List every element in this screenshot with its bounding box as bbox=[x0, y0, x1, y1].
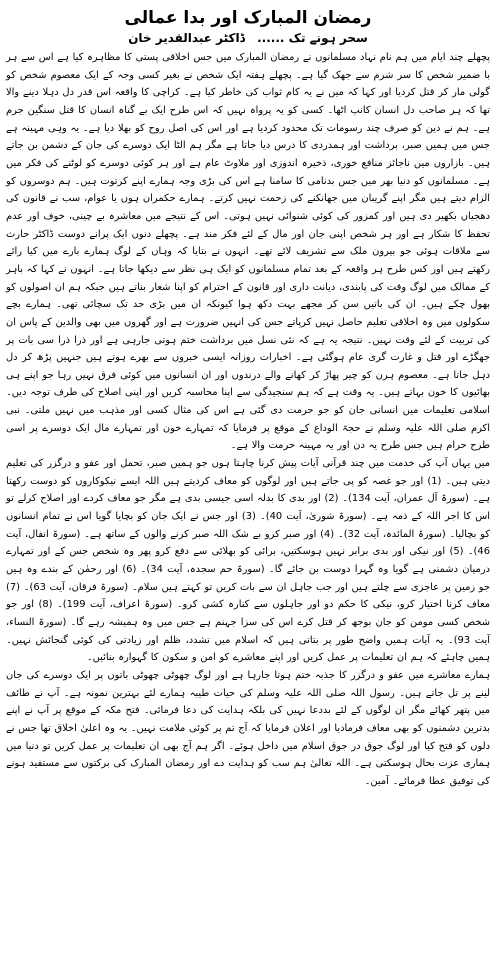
article-paragraph: ہمارے معاشرے میں عفو و درگزر کا جذبہ ختم ہوتا جارہا ہے اور لوگ چھوٹی چھوٹی باتوں پر ایک دوسرے کی جان لینے پر تل جاتے ہیں۔ رسول اللہ صلی اللہ علیہ وسلم کی حیات طیبہ ہمارے لئے بہترین نمونہ ہے۔ آپ نے طائف میں پتھر کھائے مگر ان لوگوں کے لئے بددعا نہیں کی بلکہ ہدایت کی دعا فرمائی۔ فتح مکہ کے موقع پر آپ نے اپنے بدترین دشمنوں کو بھی معاف فرمادیا اور اعلان فرمایا کہ آج تم پر کوئی ملامت نہیں۔ یہ وہ اعلیٰ اخلاق تھا جس نے دلوں کو فتح کیا اور لوگ جوق در جوق اسلام میں داخل ہوئے۔ اگر ہم آج بھی ان تعلیمات پر عمل کریں تو دنیا میں ہماری عزت بحال ہوسکتی ہے۔ اللہ تعالیٰ ہم سب کو ہدایت دے اور رمضان المبارک کی برکتوں سے مستفید ہونے کی توفیق عطا فرمائے۔ آمین۔ bbox=[6, 669, 490, 787]
author-name: ڈاکٹر عبدالقدیر خان bbox=[128, 31, 245, 45]
byline: سحر ہونے تک ...... ڈاکٹر عبدالقدیر خان bbox=[128, 31, 368, 45]
article-paragraph: میں یہاں آپ کی خدمت میں چند قرآنی آیات پیش کرنا چاہتا ہوں جو ہمیں صبر، تحمل اور عفو و درگزر کی تعلیم دیتی ہیں۔ (1) اور جو غصہ کو پی جاتے ہیں اور لوگوں کو معاف کردیتے ہیں اللہ ایسے نیکوکاروں کو دوست رکھتا ہے۔ (سورۃ آل عمران، آیت 134)۔ (2) اور بدی کا بدلہ اسی جیسی بدی ہے مگر جو معاف کردے اور اصلاح کرلے تو اس کا اجر اللہ کے ذمہ ہے۔ (سورۃ شوریٰ، آیت 40)۔ (3) اور جس نے ایک جان کو بچایا گویا اس نے تمام انسانوں کو بچالیا۔ (سورۃ المائدہ، آیت 32)۔ (4) اور صبر کرو بے شک اللہ صبر کرنے والوں کے ساتھ ہے۔ (سورۃ انفال، آیت 46)۔ (5) اور نیکی اور بدی برابر نہیں ہوسکتیں، برائی کو بھلائی سے دفع کرو پھر وہ شخص جس کے اور تمہارے درمیان دشمنی ہے گویا وہ گہرا دوست بن جائے گا۔ (سورۃ حم سجدہ، آیت 34)۔ (6) اور رحمٰن کے بندے وہ ہیں جو زمین پر عاجزی سے چلتے ہیں اور جب جاہل ان سے بات کریں تو کہتے ہیں سلام۔ (سورۃ فرقان، آیت 63)۔ (7) معاف کرنا اختیار کرو، نیکی کا حکم دو اور جاہلوں سے کنارہ کشی کرو۔ (سورۃ اعراف، آیت 199)۔ (8) اور جو شخص کسی مومن کو جان بوجھ کر قتل کرے اس کی سزا جہنم ہے جس میں وہ ہمیشہ رہے گا۔ (سورۃ النساء، آیت 93)۔ یہ آیات ہمیں واضح طور پر بتاتی ہیں کہ اسلام میں تشدد، ظلم اور زیادتی کی کوئی گنجائش نہیں۔ ہمیں چاہئے کہ ہم ان تعلیمات پر عمل کریں اور اپنے معاشرے کو امن و سکون کا گہوارہ بنائیں۔ bbox=[6, 458, 490, 664]
article-paragraph: پچھلے چند ایام میں ہم نام نہاد مسلمانوں نے رمضان المبارک میں جس اخلاقی پستی کا مظاہرہ کیا ہے اس سے ہر با ضمیر شخص کا سر شرم سے جھک گیا ہے۔ پچھلے ہفتہ ایک شخص نے بغیر کسی وجہ کے ایک معصوم شخص کو گولی مار کر قتل کردیا اور کہا کہ میں نے یہ کام ثواب کی خاطر کیا ہے۔ کراچی کا واقعہ اس قدر دل دہلا دینے والا تھا کہ ہر صاحب دل انسان کانپ اٹھا۔ کسی کو یہ پرواہ نہیں کہ اس طرح ایک بے گناہ انسان کا قتل سنگین جرم ہے۔ ہم نے دین کو صرف چند رسومات تک محدود کردیا ہے اور اس کی اصل روح کو بھلا دیا ہے۔ یہ وہی مہینہ ہے جس میں ہمیں صبر، برداشت اور ہمدردی کا درس دیا جاتا ہے مگر ہم الٹا ایک دوسرے کی جان کے دشمن بن جاتے ہیں۔ بازاروں میں ناجائز منافع خوری، ذخیرہ اندوزی اور ملاوٹ عام ہے اور ہر کوئی دوسرے کو لوٹنے کی فکر میں ہے۔ مسلمانوں کو دنیا بھر میں جس بدنامی کا سامنا ہے اس کی بڑی وجہ ہمارے اپنے کرتوت ہیں۔ ہم دوسروں کو الزام دیتے ہیں مگر اپنے گریبان میں جھانکنے کی زحمت نہیں کرتے۔ ہمارے حکمران ہوں یا عوام، سب نے قانون کی دھجیاں بکھیر دی ہیں اور کمزور کی کوئی شنوائی نہیں ہوتی۔ اس کے نتیجے میں معاشرہ بے چینی، خوف اور عدم تحفظ کا شکار ہے اور ہر شخص اپنی جان اور مال کے لئے فکر مند ہے۔ پچھلے دنوں ایک پرانے دوست ڈاکٹر حارث سے ملاقات ہوئی جو بیرون ملک سے تشریف لائے تھے۔ انہوں نے بتایا کہ وہاں کے لوگ ہمارے بارے میں کیا رائے رکھتے ہیں اور کس طرح ہر واقعہ کے بعد تمام مسلمانوں کو ایک ہی نظر سے دیکھا جاتا ہے۔ انہوں نے کہا کہ باہر کے ممالک میں لوگ وقت کی پابندی، دیانت داری اور قانون کے احترام کو اپنا شعار بناتے ہیں جبکہ ہم ان اصولوں کو بھول چکے ہیں۔ ان کی باتیں سن کر مجھے بہت دکھ ہوا کیونکہ ان میں بڑی حد تک سچائی تھی۔ ہمارے بچے سکولوں میں وہ اخلاقی تعلیم حاصل نہیں کرپاتے جس کی انہیں ضرورت ہے اور گھروں میں بھی والدین کے پاس ان کی تربیت کے لئے وقت نہیں۔ نتیجہ یہ ہے کہ نئی نسل میں برداشت ختم ہوتی جارہی ہے اور ذرا ذرا سی بات پر جھگڑے اور قتل و غارت گری عام ہوگئی ہے۔ اخبارات روزانہ ایسی خبروں سے بھرے ہوتے ہیں جنہیں پڑھ کر دل دہل جاتا ہے۔ معصوم ہرن کو چیر پھاڑ کر کھانے والے درندوں اور ان انسانوں میں کوئی فرق نہیں رہا جو اپنے ہی بھائیوں کا خون بہاتے ہیں۔ یہ وقت ہے کہ ہم سنجیدگی سے اپنا محاسبہ کریں اور اپنی اصلاح کی طرف توجہ دیں۔ اسلامی تعلیمات میں انسانی جان کو جو حرمت دی گئی ہے اس کی مثال کسی اور مذہب میں نہیں ملتی۔ نبی اکرم صلی اللہ علیہ وسلم نے حجۃ الوداع کے موقع پر فرمایا کہ تمہارے خون اور تمہارے مال ایک دوسرے پر اسی طرح حرام ہیں جس طرح یہ دن اور یہ مہینہ حرمت والا ہے۔ bbox=[6, 52, 490, 452]
column-name: سحر ہونے تک bbox=[288, 31, 368, 45]
article-title: رمضان المبارک اور بدا عمالی bbox=[124, 8, 372, 28]
article-body bbox=[6, 49, 490, 791]
